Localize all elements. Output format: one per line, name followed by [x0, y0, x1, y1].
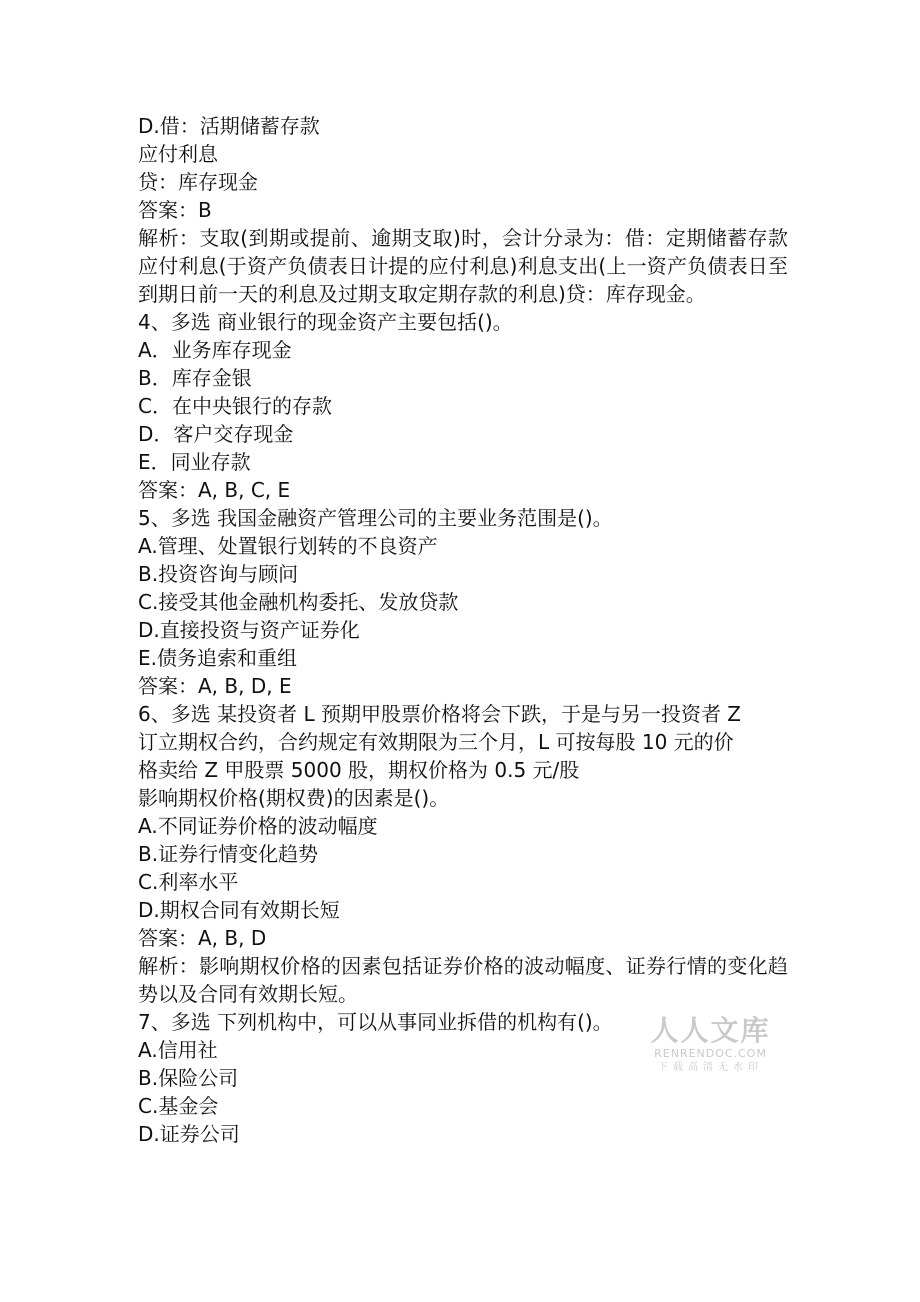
q6-stem-line1: 6、多选 某投资者 L 预期甲股票价格将会下跌，于是与另一投资者 Z: [138, 702, 741, 726]
q5-option-e: E.债务追索和重组: [138, 646, 297, 670]
q5-option-c: C.接受其他金融机构委托、发放贷款: [138, 590, 459, 614]
q4-answer: 答案：A, B, C, E: [138, 478, 291, 502]
q3-analysis: 解析：支取(到期或提前、逾期支取)时，会计分录为：借：定期储蓄存款应付利息(于资产负债表日计提的应付利息)利息支出(上一资产负债表日至到期日前一天的利息及过期支取定期存款的利息)贷：库存现金。: [138, 226, 788, 306]
q5-option-a: A.管理、处置银行划转的不良资产: [138, 534, 438, 558]
q5-option-d: D.直接投资与资产证券化: [138, 618, 360, 642]
watermark-domain: RENRENDOC.COM: [654, 1047, 767, 1060]
q7-option-c: C.基金会: [138, 1094, 219, 1118]
q6-stem-line3: 格卖给 Z 甲股票 5000 股，期权价格为 0.5 元/股: [138, 758, 580, 782]
q3-option-d-line1: D.借：活期储蓄存款: [138, 114, 320, 138]
q3-option-d-line2: 应付利息: [138, 142, 218, 166]
q5-question: 5、多选 我国金融资产管理公司的主要业务范围是()。: [138, 506, 613, 530]
q4-question: 4、多选 商业银行的现金资产主要包括()。: [138, 310, 513, 334]
q4-option-c: C．在中央银行的存款: [138, 394, 332, 418]
q6-answer: 答案：A, B, D: [138, 926, 267, 950]
q3-answer: 答案：B: [138, 198, 212, 222]
q4-option-e: E．同业存款: [138, 450, 251, 474]
document-page: [138, 112, 788, 1148]
q6-option-c: C.利率水平: [138, 870, 239, 894]
q6-stem-line2: 订立期权合约，合约规定有效期限为三个月，L 可按每股 10 元的价: [138, 730, 734, 754]
q7-question: 7、多选 下列机构中，可以从事同业拆借的机构有()。: [138, 1010, 613, 1034]
q6-option-d: D.期权合同有效期长短: [138, 898, 340, 922]
q4-option-a: A．业务库存现金: [138, 338, 292, 362]
q7-option-b: B.保险公司: [138, 1066, 239, 1090]
q6-analysis: 解析：影响期权价格的因素包括证券价格的波动幅度、证券行情的变化趋势以及合同有效期长短。: [138, 954, 788, 1006]
q5-answer: 答案：A, B, D, E: [138, 674, 292, 698]
q6-option-b: B.证券行情变化趋势: [138, 842, 319, 866]
watermark-subtitle: 下载高清无水印: [658, 1062, 763, 1073]
q7-option-a: A.信用社: [138, 1038, 218, 1062]
q5-option-b: B.投资咨询与顾问: [138, 562, 299, 586]
q4-option-b: B．库存金银: [138, 366, 252, 390]
q6-stem-line4: 影响期权价格(期权费)的因素是()。: [138, 786, 450, 810]
q7-option-d: D.证券公司: [138, 1122, 240, 1146]
q4-option-d: D．客户交存现金: [138, 422, 294, 446]
watermark-title: 人人文库: [650, 1014, 771, 1047]
q3-option-d-line3: 贷：库存现金: [138, 170, 258, 194]
watermark-logo: [648, 1015, 773, 1075]
q6-option-a: A.不同证券价格的波动幅度: [138, 814, 378, 838]
